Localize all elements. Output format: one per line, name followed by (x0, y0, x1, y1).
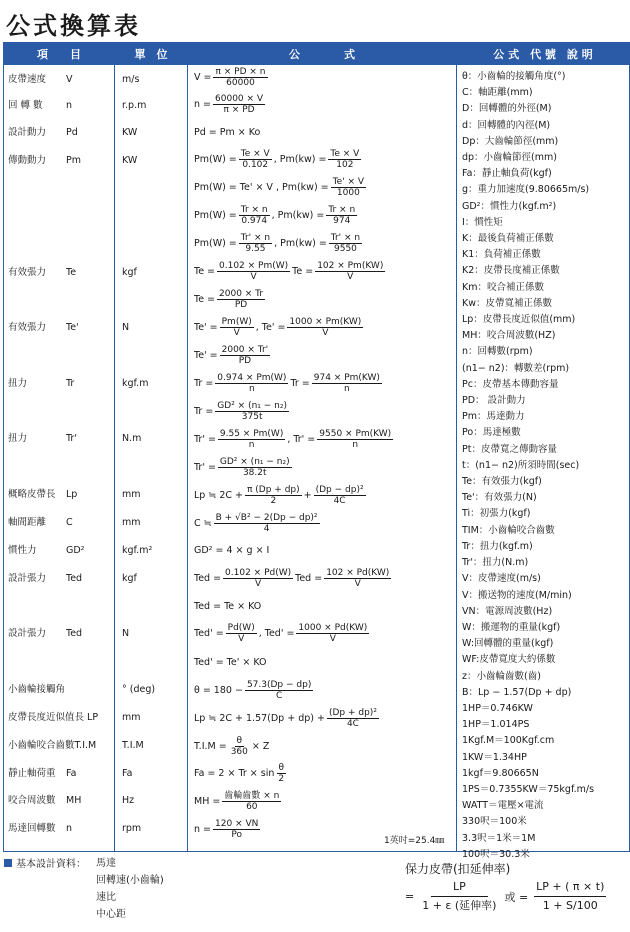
legend-item: Ti：初張力(kgf) (462, 508, 531, 520)
legend-item: C：軸距離(mm) (462, 87, 533, 99)
legend-list (462, 69, 594, 863)
legend-item: Km：咬合補正係數 (462, 281, 544, 293)
legend-item: 3.3呎＝1米＝1M (462, 832, 536, 844)
legend-item: WATT＝電壓×電流 (462, 800, 544, 812)
legend-item: V：皮帶速度(m/s) (462, 573, 541, 585)
legend-item: Po：馬達極數 (462, 427, 521, 439)
formula-fa: Fa = 2 × Tr × sin $\frac{\theta}{2}$ (194, 763, 285, 784)
legend-item: W:回轉體的重量(kgf) (462, 638, 554, 650)
formula-ted-3: Ted' = $\frac{Pd(W)}{V}$ , Ted' = $\frac{1000 \times Pd(KW)}{V}$ (194, 623, 368, 644)
legend-item: Pc：皮帶基本傳動容量 (462, 378, 559, 390)
belt-formula: = $\frac{LP}{\text{1 + ε (延伸率)}}$ 或 = $\frac{LP + ( \pi \times t)}{1 + S/100}$ (405, 880, 605, 912)
legend-item: t：(n1− n2)所須時間(sec) (462, 459, 580, 471)
legend-item: GD²：慣性力(kgf.m²) (462, 200, 557, 212)
header-unit: 單 位 (115, 43, 187, 65)
formula-lp-approx: Lp ≒ 2C + 1.57(Dp + dp) + $\frac{\text{(Dp + dp)²}}{4C}$ (194, 708, 377, 729)
legend-item: d：回轉體的內徑(M) (462, 119, 551, 131)
legend-item: Te：有效張力(kgf) (462, 476, 542, 488)
bullet-icon (4, 859, 12, 867)
legend-item: TIM：小齒輪咬合齒數 (462, 524, 555, 536)
formula-lp: Lp ≒ 2C + $\frac{\pi (Dp + dp)}{2}$ + $\frac{\text{(Dp − dp)²}}{4C}$ (194, 485, 364, 506)
header-item: 項 目 (4, 43, 114, 65)
formula-te-1: Te = $\frac{0.102 \times Pm(W)}{V}$ Te = $\frac{102 \times Pm(KW)}{V}$ (194, 261, 384, 282)
formula-pd: Pd = Pm × Ko (194, 127, 261, 138)
legend-item: I：慣性矩 (462, 216, 503, 228)
legend-item: 1PS＝0.7355KW＝75kgf.m/s (462, 783, 595, 795)
legend-item: WF:皮帶寬度大約係數 (462, 654, 556, 666)
formula-pm-2: Pm(W) = Te' × V , Pm(kw) = $\frac{Te' \times V}{1000}$ (194, 177, 365, 198)
formula-pm-3: Pm(W) = $\frac{Tr \times n}{0.974}$ , Pm(kw) = $\frac{Tr \times n}{974}$ (194, 205, 356, 226)
header-legend: 公 式 代 號 說 明 (457, 43, 629, 65)
divider (187, 43, 188, 851)
legend-item: Tr'：扭力(N.m) (462, 557, 529, 569)
legend-item: Lp：皮帶長度近似值(mm) (462, 314, 576, 326)
formula-theta: θ = 180 − $\frac{57.3(Dp - dp)}{C}$ (194, 680, 312, 701)
legend-item: MH：咬合周波數(HZ) (462, 330, 556, 342)
basic-data-items: 馬達 回轉速(小齒輪) 速比 中心距 (96, 858, 164, 920)
legend-item: z：小齒輪齒數(齒) (462, 670, 541, 682)
legend-item: n：回轉數(rpm) (462, 346, 533, 358)
formula-n-motor: n = $\frac{120 \times VN}{Po}$ (194, 819, 259, 840)
divider (114, 43, 115, 851)
formula-pm-4: Pm(W) = $\frac{Tr' \times n}{9.55}$ , Pm(kw) = $\frac{Tr' \times n}{9550}$ (194, 233, 361, 254)
formula-gd: GD² = 4 × g × I (194, 545, 270, 556)
legend-item: K1：負荷補正係數 (462, 249, 541, 261)
legend-item: 1kgf＝9.80665N (462, 767, 539, 779)
legend-item: V：搬送物的速度(M/min) (462, 589, 572, 601)
formula-te-3: Te' = $\frac{Pm(W)}{V}$ , Te' = $\frac{1000 \times Pm(KW)}{V}$ (194, 317, 362, 338)
legend-item: B：Lp − 1.57(Dp + dp) (462, 686, 572, 698)
legend-item: 100呎＝30.3米 (462, 848, 530, 860)
formula-pm-1: Pm(W) = $\frac{Te \times V}{0.102}$ , Pm(kw) = $\frac{Te \times V}{102}$ (194, 149, 360, 170)
formula-te-4: Te' = $\frac{2000 \times Tr'}{PD}$ (194, 345, 269, 366)
legend-item: Kw：皮帶寬補正係數 (462, 297, 552, 309)
legend-item: 1Kgf.M＝100Kgf.cm (462, 735, 555, 747)
belt-title: 保力皮帶(扣延伸率) (405, 862, 511, 876)
legend-item: (n1− n2)：轉數差(rpm) (462, 362, 570, 374)
legend-item: PD： 設計動力 (462, 395, 526, 407)
legend-item: VN：電源周波數(Hz) (462, 605, 553, 617)
formula-n: n = $\frac{60000 \times V}{\pi \times PD}$ (194, 94, 264, 115)
divider (456, 43, 457, 851)
inch-note: 1英吋=25.4㎜ (384, 836, 445, 846)
legend-item: g：重力加速度(9.80665m/s) (462, 184, 590, 196)
legend-item: Te'：有效張力(N) (462, 492, 537, 504)
legend-item: K：最後負荷補正係數 (462, 233, 554, 245)
legend-item: 1KW＝1.34HP (462, 751, 527, 763)
legend-item: 1HP＝0.746KW (462, 702, 533, 714)
basic-data: 基本設計資料： (4, 855, 86, 870)
header-formula: 公 式 (188, 43, 456, 65)
formula-tr-3: Tr' = $\frac{9.55 \times Pm(W)}{n}$ , Tr' = $\frac{9550 \times Pm(KW)}{n}$ (194, 429, 392, 450)
formula-tim: T.I.M = $\frac{\theta}{360}$ × Z (194, 736, 270, 757)
formula-table: 項 目 單 位 公 式 公 式 代 號 說 明 皮帶速度 V m/s 回 轉 數 n r.p.m 設計動力 Pd KW 傳動動力 Pm KW 有效張力 Te kgf 有效張力 Te' N 扭力 Tr kgf.m 扭力 Tr' N.m 概略皮帶長 Lp mm 軸間距離 C mm 慣性力 GD² kgf.m² 設計張力 Ted kgf 設計張力 Ted N 小齒輪接觸角 ° (deg) 皮帶長度近似值長 LP mm 小齒輪咬合齒數T.I.M T.I.M 靜止軸荷重 Fa Fa 咬合周波數 MH Hz 馬達回轉數 n rpm V = $\frac{\pi \times PD \times n}{60000}$ n = $\frac{60000 \times V}{\pi \times PD}$ Pd = Pm × Ko Pm(W) = $\frac{Te \times V}{0.102}$ , Pm(kw) = $\frac{Te \times V}{102}$ Pm(W) = Te' × V , Pm(kw) = $\frac{Te' \times V}{1000}$ Pm(W) = $\frac{Tr \times n}{0.974}$ , Pm(kw) = $\frac{Tr \times n}{974}$ Pm(W) = $\frac{Tr' \times n}{9.55}$ , Pm(kw) = $\frac{Tr' \times n}{9550}$ Te = $\frac{0.102 \times Pm(W)}{V}$ Te = $\frac{102 \times Pm(KW)}{V}$ Te = $\frac{2000 \times Tr}{PD}$ Te' = $\frac{Pm(W)}{V}$ , Te' = $\frac{1000 \times Pm(KW)}{V}$ Te' = $\frac{2000 \times Tr'}{PD}$ Tr = $\frac{0.974 \times Pm(W)}{n}$ Tr = $\frac{974 \times Pm(KW)}{n}$ Tr = $\frac{\text{GD² × (n₁ − n₂)}}{375t}$ Tr' = $\frac{9.55 \times Pm(W)}{n}$ , Tr' = $\frac{9550 \times Pm(KW)}{n}$ Tr' = $\frac{\text{GD² × (n₁ − n₂)}}{38.2t}$ Lp ≒ 2C + $\frac{\pi (Dp + dp)}{2}$ + $\frac{\text{(Dp − dp)²}}{4C}$ C ≒ $\frac{\text{B + √B² − 2(Dp − dp)²}}{4}$ GD² = 4 × g × I Ted = $\frac{0.102 \times Pd(W)}{V}$ Ted = $\frac{102 \times Pd(KW)}{V}$ Ted = Te × KO Ted' = $\frac{Pd(W)}{V}$ , Ted' = $\frac{1000 \times Pd(KW)}{V}$ Ted' = Te' × KO θ = 180 − $\frac{57.3(Dp - dp)}{C}$ Lp ≒ 2C + 1.57(Dp + dp) + $\frac{\text{(Dp + dp)²}}{4C}$ T.I.M = $\frac{\theta}{360}$ × Z Fa = 2 × Tr × sin $\frac{\theta}{2}$ MH = $\frac{\text{齒輪齒數 × n}}{60}$ n = $\frac{120 \times VN}{Po}$ 1英吋=25.4㎜ θ：小齒輪的接觸角度(°) C：軸距離(mm) D：回轉體的外徑(M) d：回轉體的內徑(M) Dp：大齒輪節徑(mm) dp：小齒輪節徑(mm) Fa：靜止軸負荷(kgf) g：重力加速度(9.80665m/s) GD²：慣性力(kgf.m²) I：慣性矩 K：最後負荷補正係數 K1：負荷補正係數 K2：皮帶長度補正係數 Km：咬合補正係數 Kw：皮帶寬補正係數 Lp：皮帶長度近似值(mm) MH：咬合周波數(HZ) n：回轉數(rpm) (n1− n2)：轉數差(rpm) Pc：皮帶基本傳動容量 PD： 設計動力 Pm：馬達動力 Po：馬達極數 Pt：皮帶寬之傳動容量 t：(n1− n2)所須時間(sec) Te：有效張力(kgf) Te'：有效張力(N) Ti：初張力(kgf) TIM：小齒輪咬合齒數 Tr：扭力(kgf.m) Tr'：扭力(N.m) V：皮帶速度(m/s) V：搬送物的速度(M/min) VN：電源周波數(Hz) W：搬運物的重量(kgf) W:回轉體的重量(kgf) WF:皮帶寬度大約係數 z：小齒輪齒數(齒) B：Lp − 1.57(Dp + dp) 1HP＝0.746KW 1HP＝1.014PS 1Kgf.M＝100Kgf.cm 1KW＝1.34HP 1kgf＝9.80665N 1PS＝0.7355KW＝75kgf.m/s WATT＝電壓×電流 330呎＝100米 3.3呎＝1米＝1M 100呎＝30.3米 (3, 42, 630, 852)
formula-tr-1: Tr = $\frac{0.974 \times Pm(W)}{n}$ Tr = $\frac{974 \times Pm(KW)}{n}$ (194, 373, 380, 394)
legend-item: D：回轉體的外徑(M) (462, 103, 552, 115)
legend-item: Dp：大齒輪節徑(mm) (462, 135, 559, 147)
formula-c: C ≒ $\frac{\text{B + √B² − 2(Dp − dp)²}}{4}$ (194, 513, 318, 534)
formula-te-2: Te = $\frac{2000 \times Tr}{PD}$ (194, 289, 264, 310)
formula-mh: MH = $\frac{\text{齒輪齒數 × n}}{60}$ (194, 791, 280, 812)
legend-item: dp：小齒輪節徑(mm) (462, 152, 557, 164)
page-title: 公式換算表 (6, 12, 141, 40)
formula-ted-4: Ted' = Te' × KO (194, 657, 267, 668)
formula-ted-1: Ted = $\frac{0.102 \times Pd(W)}{V}$ Ted = $\frac{102 \times Pd(KW)}{V}$ (194, 568, 390, 589)
legend-item: K2：皮帶長度補正係數 (462, 265, 560, 277)
legend-item: 1HP＝1.014PS (462, 719, 530, 731)
formula-v: V = $\frac{\pi \times PD \times n}{60000}$ (194, 67, 266, 88)
legend-item: W：搬運物的重量(kgf) (462, 621, 561, 633)
legend-item: Fa：靜止軸負荷(kgf) (462, 168, 552, 180)
formula-tr-2: Tr = $\frac{\text{GD² × (n₁ − n₂)}}{375t}$ (194, 401, 287, 422)
legend-item: Tr：扭力(kgf.m) (462, 540, 533, 552)
formula-tr-4: Tr' = $\frac{\text{GD² × (n₁ − n₂)}}{38.2t}$ (194, 457, 290, 478)
legend-item: 330呎＝100米 (462, 816, 527, 828)
legend-item: Pt：皮帶寬之傳動容量 (462, 443, 557, 455)
legend-item: Pm：馬達動力 (462, 411, 525, 423)
legend-item: θ：小齒輪的接觸角度(°) (462, 71, 566, 82)
formula-ted-2: Ted = Te × KO (194, 601, 262, 612)
